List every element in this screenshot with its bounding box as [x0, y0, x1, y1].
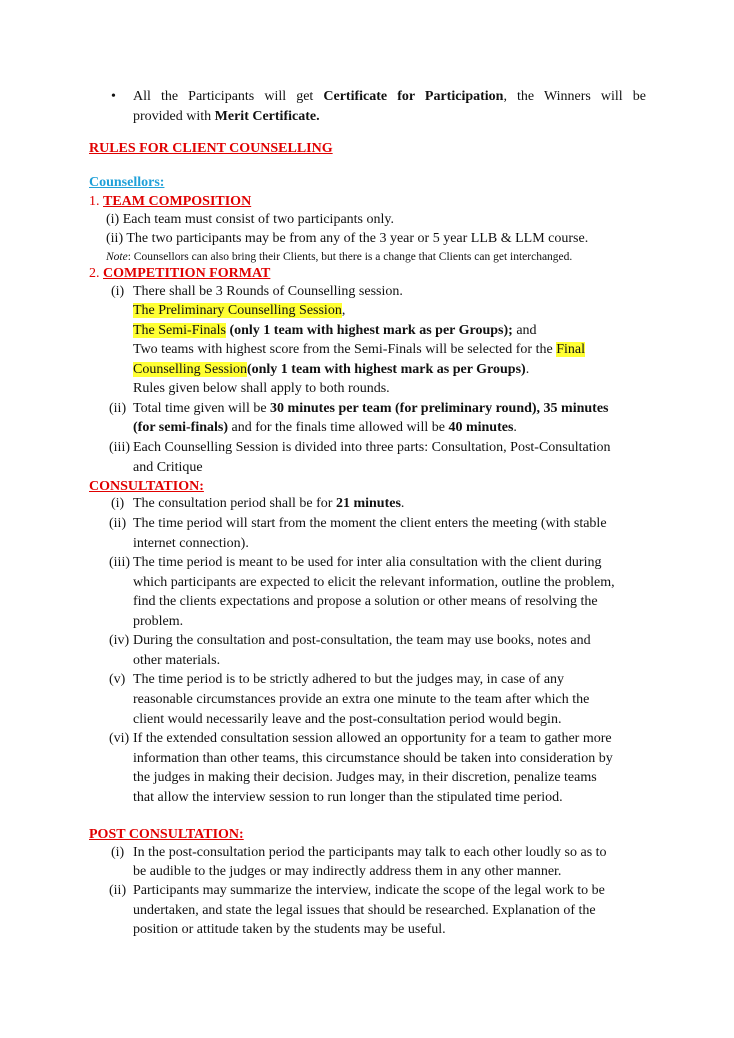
post-i-line-1: In the post-consultation period the participants may talk to each other loudly so as to [133, 845, 607, 860]
format-i-line-2: The Preliminary Counselling Session, [133, 303, 346, 318]
rules-heading: RULES FOR CLIENT COUNSELLING [89, 141, 333, 156]
consult-ii-line-1: The time period will start from the moment the client enters the meeting (with stable [133, 516, 607, 531]
post-i-line-2: be audible to the judges or may indirectly address them in any other manner. [133, 864, 562, 879]
format-i-label: (i) [111, 284, 125, 299]
consult-iii-line-3: find the clients expectations and propose a solution or other means of resolving the [133, 594, 598, 609]
consult-vi-line-4: that allow the interview session to run longer than the stipulated time period. [133, 790, 563, 805]
bullet-line-1: All the Participants will get Certificate for Participation, the Winners will be [133, 89, 646, 104]
format-i-line-4: Two teams with highest score from the Semi-Finals will be selected for the Final [133, 342, 585, 357]
consult-i-line-1: The consultation period shall be for 21 minutes. [133, 496, 405, 511]
format-i-line-6: Rules given below shall apply to both rounds. [133, 381, 390, 396]
format-iii-label: (iii) [109, 440, 130, 455]
consult-iii-line-4: problem. [133, 614, 184, 629]
post-consultation-heading: POST CONSULTATION: [89, 827, 244, 842]
consult-iv-label: (iv) [109, 633, 130, 648]
consult-v-line-2: reasonable circumstances provide an extra one minute to the team after which the [133, 692, 590, 707]
consult-v-label: (v) [109, 672, 126, 687]
counsellors-heading: Counsellors: [89, 175, 165, 190]
team-note: Note: Counsellors can also bring their Clients, but there is a change that Clients can get interchanged. [106, 251, 573, 263]
format-i-line-3: The Semi-Finals (only 1 team with highest mark as per Groups); and [133, 323, 537, 338]
format-iii-line-2: and Critique [133, 460, 203, 475]
consult-vi-line-2: information than other teams, this circumstance should be taken into consideration by [133, 751, 613, 766]
bullet-line-2: provided with Merit Certificate. [133, 109, 320, 124]
consult-iii-line-2: which participants are expected to elicit the relevant information, outline the problem, [133, 575, 615, 590]
consult-v-line-3: client would necessarily leave and the post-consultation period would begin. [133, 712, 562, 727]
post-ii-line-2: undertaken, and state the legal issues that should be researched. Explanation of the [133, 903, 596, 918]
consult-vi-line-1: If the extended consultation session allowed an opportunity for a team to gather more [133, 731, 612, 746]
post-ii-line-3: position or attitude taken by the students may be useful. [133, 922, 446, 937]
format-ii-line-1: Total time given will be 30 minutes per team (for preliminary round), 35 minutes [133, 401, 609, 416]
consult-vi-label: (vi) [109, 731, 130, 746]
consult-i-label: (i) [111, 496, 125, 511]
consult-vi-line-3: the judges in making their decision. Judges may, in their discretion, penalize teams [133, 770, 597, 785]
format-iii-line-1: Each Counselling Session is divided into three parts: Consultation, Post-Consultation [133, 440, 611, 455]
team-composition-heading: 1. TEAM COMPOSITION [89, 194, 252, 209]
format-i-line-5: Counselling Session(only 1 team with highest mark as per Groups). [133, 362, 530, 377]
competition-format-heading: 2. COMPETITION FORMAT [89, 266, 271, 281]
bullet-icon: • [111, 89, 116, 104]
consult-ii-line-2: internet connection). [133, 536, 249, 551]
consult-iii-line-1: The time period is meant to be used for inter alia consultation with the client during [133, 555, 602, 570]
post-ii-line-1: Participants may summarize the interview, indicate the scope of the legal work to be [133, 883, 605, 898]
team-item-1: (i) Each team must consist of two participants only. [106, 212, 394, 227]
consult-iv-line-1: During the consultation and post-consultation, the team may use books, notes and [133, 633, 591, 648]
consultation-heading: CONSULTATION: [89, 479, 204, 494]
consult-ii-label: (ii) [109, 516, 127, 531]
post-ii-label: (ii) [109, 883, 127, 898]
team-item-2: (ii) The two participants may be from any of the 3 year or 5 year LLB & LLM course. [106, 231, 589, 246]
post-i-label: (i) [111, 845, 125, 860]
format-ii-line-2: (for semi-finals) and for the finals time allowed will be 40 minutes. [133, 420, 517, 435]
consult-iii-label: (iii) [109, 555, 130, 570]
format-i-line-1: There shall be 3 Rounds of Counselling session. [133, 284, 403, 299]
consult-v-line-1: The time period is to be strictly adhered to but the judges may, in case of any [133, 672, 565, 687]
consult-iv-line-2: other materials. [133, 653, 221, 668]
format-ii-label: (ii) [109, 401, 127, 416]
